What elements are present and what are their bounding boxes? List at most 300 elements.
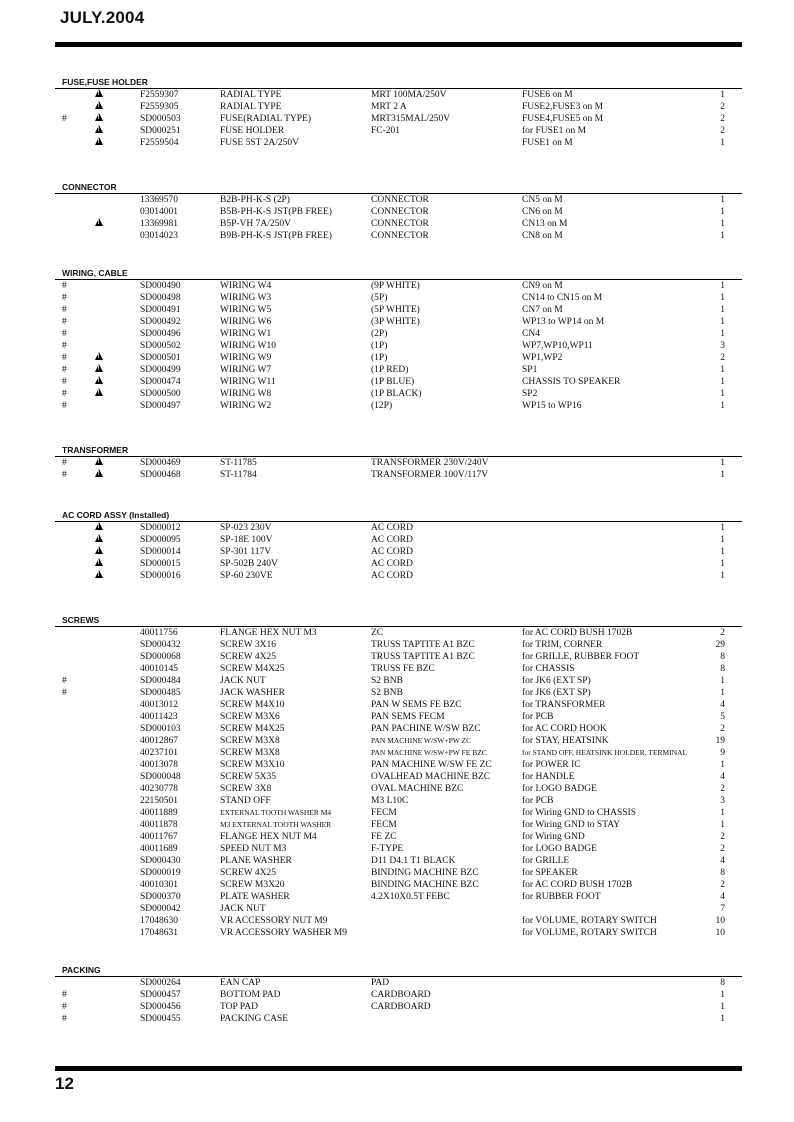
warning-triangle-icon (95, 546, 103, 554)
table-row (55, 558, 742, 570)
table-row (55, 101, 742, 113)
part-location: CN4 (522, 329, 540, 339)
table-row (55, 328, 742, 340)
part-quantity: 1 (720, 365, 725, 375)
part-quantity: 2 (720, 880, 725, 890)
part-quantity: 1 (720, 1002, 725, 1012)
part-location: for AC CORD BUSH 1702B (522, 880, 633, 890)
part-location: FUSE2,FUSE3 on M (522, 102, 604, 112)
part-number: SD000474 (140, 377, 181, 387)
part-description: SCREW 5X35 (220, 772, 277, 782)
part-quantity: 1 (720, 808, 725, 818)
part-description: VR ACCESSORY NUT M9 (220, 916, 328, 926)
new-part-mark: # (62, 317, 67, 327)
part-description: FUSE HOLDER (220, 126, 285, 136)
new-part-mark: # (62, 329, 67, 339)
part-description: SP-60 230VE (220, 571, 273, 581)
table-row (55, 280, 742, 292)
part-description: FLANGE HEX NUT M3 (220, 628, 317, 638)
section-title: TRANSFORMER (62, 445, 129, 455)
part-description: ST-11784 (220, 470, 257, 480)
part-quantity: 4 (720, 700, 725, 710)
part-location: WP15 to WP16 (522, 401, 582, 411)
table-row (55, 819, 742, 831)
part-number: SD000485 (140, 688, 181, 698)
part-type: TRUSS FE BZC (371, 664, 435, 674)
part-type: ZC (371, 628, 384, 638)
table-row (55, 113, 742, 125)
table-row (55, 903, 742, 915)
part-number: SD000430 (140, 856, 181, 866)
part-number: SD000500 (140, 389, 181, 399)
part-location: for SPEAKER (522, 868, 578, 878)
part-description: SCREW 3X16 (220, 640, 277, 650)
part-location: CN9 on M (522, 281, 563, 291)
part-quantity: 19 (715, 736, 725, 746)
table-row (55, 1001, 742, 1013)
part-quantity: 2 (720, 784, 725, 794)
part-number: SD000264 (140, 978, 181, 988)
new-part-mark: # (62, 293, 67, 303)
part-description: EXTERNAL TOOTH WASHER M4 (220, 808, 332, 817)
part-location: for STAY, HEATSINK (522, 736, 609, 746)
table-row (55, 206, 742, 218)
part-quantity: 1 (720, 1014, 725, 1024)
warning-triangle-icon (95, 137, 103, 145)
part-location: for PCB (522, 712, 554, 722)
table-row (55, 352, 742, 364)
part-number: SD000456 (140, 1002, 181, 1012)
warning-triangle-icon (95, 364, 103, 372)
section (55, 510, 742, 582)
part-quantity: 2 (720, 628, 725, 638)
part-number: F2559307 (140, 90, 179, 100)
part-number: 40010145 (140, 664, 178, 674)
warning-triangle-icon (95, 125, 103, 133)
part-quantity: 1 (720, 820, 725, 830)
table-row (55, 218, 742, 230)
section-title: CONNECTOR (62, 182, 117, 192)
part-type: (12P) (371, 401, 393, 411)
part-description: SCREW M3X8 (220, 736, 280, 746)
part-type: OVALHEAD MACHINE BZC (371, 772, 491, 782)
part-location: for VOLUME, ROTARY SWITCH (522, 928, 657, 938)
warning-triangle-icon (95, 570, 103, 578)
part-quantity: 3 (720, 341, 725, 351)
section-title: PACKING (62, 965, 101, 975)
part-type: FE ZC (371, 832, 397, 842)
part-quantity: 29 (715, 640, 725, 650)
part-description: B9B-PH-K-S JST(PB FREE) (220, 231, 332, 241)
part-description: RADIAL TYPE (220, 102, 282, 112)
part-type: M3 L10C (371, 796, 409, 806)
new-part-mark: # (62, 341, 67, 351)
part-type: S2 BNB (371, 676, 403, 686)
part-number: 13369570 (140, 195, 178, 205)
table-row (55, 570, 742, 582)
part-quantity: 4 (720, 856, 725, 866)
part-description: STAND OFF (220, 796, 271, 806)
new-part-mark: # (62, 470, 67, 480)
part-type: (1P BLUE) (371, 377, 415, 387)
new-part-mark: # (62, 281, 67, 291)
table-row (55, 699, 742, 711)
part-number: SD000498 (140, 293, 181, 303)
part-type: S2 BNB (371, 688, 403, 698)
part-location: for POWER IC (522, 760, 581, 770)
part-location: CN8 on M (522, 231, 563, 241)
part-quantity: 1 (720, 231, 725, 241)
part-number: 40011889 (140, 808, 178, 818)
part-number: 03014023 (140, 231, 178, 241)
part-description: B5B-PH-K-S JST(PB FREE) (220, 207, 332, 217)
part-quantity: 2 (720, 114, 725, 124)
part-quantity: 1 (720, 281, 725, 291)
part-type: PAN PACHINE W/SW BZC (371, 724, 481, 734)
warning-triangle-icon (95, 89, 103, 97)
part-type: CONNECTOR (371, 195, 429, 205)
table-row (55, 879, 742, 891)
part-type: CARDBOARD (371, 1002, 431, 1012)
part-type: OVAL MACHINE BZC (371, 784, 464, 794)
part-type: F-TYPE (371, 844, 404, 854)
part-type: TRUSS TAPTITE A1 BZC (371, 640, 475, 650)
table-row (55, 469, 742, 481)
part-number: SD000501 (140, 353, 181, 363)
part-quantity: 8 (720, 868, 725, 878)
part-number: SD000016 (140, 571, 181, 581)
part-type: AC CORD (371, 535, 413, 545)
part-quantity: 1 (720, 688, 725, 698)
new-part-mark: # (62, 688, 67, 698)
part-number: 40012867 (140, 736, 178, 746)
part-number: SD000455 (140, 1014, 181, 1024)
table-row (55, 194, 742, 206)
table-row (55, 927, 742, 939)
table-row (55, 522, 742, 534)
part-quantity: 1 (720, 293, 725, 303)
table-row (55, 711, 742, 723)
part-number: SD000496 (140, 329, 181, 339)
part-description: SP-18E 100V (220, 535, 273, 545)
part-type: D11 D4.1 T1 BLACK (371, 856, 456, 866)
new-part-mark: # (62, 114, 67, 124)
section-title: WIRING, CABLE (62, 268, 128, 278)
part-quantity: 9 (720, 748, 725, 758)
part-description: B5P-VH 7A/250V (220, 219, 291, 229)
table-row (55, 316, 742, 328)
part-number: 40011756 (140, 628, 178, 638)
section (55, 965, 742, 1025)
new-part-mark: # (62, 1002, 67, 1012)
part-type: (2P) (371, 329, 388, 339)
part-type: AC CORD (371, 547, 413, 557)
part-quantity: 2 (720, 724, 725, 734)
part-quantity: 2 (720, 844, 725, 854)
table-row (55, 855, 742, 867)
part-number: F2559305 (140, 102, 179, 112)
part-location: CN13 on M (522, 219, 568, 229)
part-number: 40011878 (140, 820, 178, 830)
part-quantity: 2 (720, 102, 725, 112)
part-type: MRT 100MA/250V (371, 90, 447, 100)
part-type: (1P) (371, 353, 388, 363)
table-row (55, 230, 742, 242)
part-quantity: 1 (720, 760, 725, 770)
part-description: WIRING W8 (220, 389, 272, 399)
warning-triangle-icon (95, 352, 103, 360)
table-row (55, 675, 742, 687)
part-number: F2559504 (140, 138, 179, 148)
part-number: 17048630 (140, 916, 178, 926)
table-row (55, 843, 742, 855)
part-location: for TRANSFORMER (522, 700, 606, 710)
part-number: SD000497 (140, 401, 181, 411)
part-quantity: 1 (720, 547, 725, 557)
part-description: SCREW M4X10 (220, 700, 285, 710)
table-row (55, 292, 742, 304)
table-row (55, 388, 742, 400)
part-location: for Wiring GND (522, 832, 585, 842)
section (55, 268, 742, 412)
part-description: JACK WASHER (220, 688, 286, 698)
part-type: (1P BLACK) (371, 389, 422, 399)
warning-triangle-icon (95, 457, 103, 465)
new-part-mark: # (62, 676, 67, 686)
part-type: BINDING MACHINE BZC (371, 868, 479, 878)
part-location: CN14 to CN15 on M (522, 293, 603, 303)
part-type: (5P) (371, 293, 388, 303)
page-number: 12 (55, 1074, 74, 1093)
part-quantity: 2 (720, 832, 725, 842)
part-type: (1P RED) (371, 365, 409, 375)
new-part-mark: # (62, 377, 67, 387)
table-row (55, 723, 742, 735)
part-type: TRANSFORMER 230V/240V (371, 458, 489, 468)
part-quantity: 7 (720, 904, 725, 914)
warning-triangle-icon (95, 376, 103, 384)
part-description: BOTTOM PAD (220, 990, 281, 1000)
part-quantity: 10 (715, 916, 725, 926)
part-location: for HANDLE (522, 772, 575, 782)
part-location: for LOGO BADGE (522, 844, 597, 854)
part-description: WIRING W5 (220, 305, 272, 315)
part-number: SD000019 (140, 868, 181, 878)
warning-triangle-icon (95, 522, 103, 530)
part-location: for PCB (522, 796, 554, 806)
table-row (55, 783, 742, 795)
part-description: WIRING W6 (220, 317, 272, 327)
part-location: for JK6 (EXT SP) (522, 676, 591, 686)
part-description: SCREW M3X10 (220, 760, 285, 770)
part-number: SD000490 (140, 281, 181, 291)
part-description: WIRING W1 (220, 329, 272, 339)
part-number: SD000370 (140, 892, 181, 902)
part-description: SP-301 117V (220, 547, 272, 557)
part-location: for LOGO BADGE (522, 784, 597, 794)
part-type: MRT315MAL/250V (371, 114, 451, 124)
part-location: for GRILLE, RUBBER FOOT (522, 652, 640, 662)
page-header-title: JULY.2004 (60, 8, 145, 27)
new-part-mark: # (62, 401, 67, 411)
part-number: 40011689 (140, 844, 178, 854)
part-number: 40010301 (140, 880, 178, 890)
table-row (55, 651, 742, 663)
part-quantity: 5 (720, 712, 725, 722)
part-quantity: 1 (720, 523, 725, 533)
part-description: JACK NUT (220, 676, 266, 686)
part-description: PLANE WASHER (220, 856, 292, 866)
part-quantity: 1 (720, 990, 725, 1000)
part-quantity: 1 (720, 90, 725, 100)
part-location: for RUBBER FOOT (522, 892, 601, 902)
part-number: SD000103 (140, 724, 181, 734)
part-quantity: 4 (720, 772, 725, 782)
part-location: for CHASSIS (522, 664, 575, 674)
part-number: 13369981 (140, 219, 178, 229)
part-number: SD000468 (140, 470, 181, 480)
table-row (55, 89, 742, 101)
table-row (55, 759, 742, 771)
part-quantity: 3 (720, 796, 725, 806)
part-quantity: 1 (720, 401, 725, 411)
part-location: WP13 to WP14 on M (522, 317, 605, 327)
table-row (55, 867, 742, 879)
part-number: 40237101 (140, 748, 178, 758)
part-number: SD000502 (140, 341, 181, 351)
part-description: WIRING W10 (220, 341, 277, 351)
new-part-mark: # (62, 353, 67, 363)
part-quantity: 1 (720, 571, 725, 581)
part-location: for FUSE1 on M (522, 126, 587, 136)
section (55, 182, 742, 242)
section (55, 77, 742, 149)
part-type: MRT 2 A (371, 102, 407, 112)
part-description: SCREW M3X20 (220, 880, 285, 890)
part-description: WIRING W3 (220, 293, 272, 303)
table-row (55, 627, 742, 639)
part-quantity: 10 (715, 928, 725, 938)
part-location: SP1 (522, 365, 538, 375)
part-type: PAN MACHINE W/SW+PW FE BZC (371, 748, 487, 757)
part-description: SP-502B 240V (220, 559, 278, 569)
table-row (55, 364, 742, 376)
warning-triangle-icon (95, 218, 103, 226)
warning-triangle-icon (95, 558, 103, 566)
part-number: SD000503 (140, 114, 181, 124)
new-part-mark: # (62, 365, 67, 375)
part-description: SCREW 3X8 (220, 784, 272, 794)
part-quantity: 1 (720, 535, 725, 545)
part-number: 22150501 (140, 796, 178, 806)
table-row (55, 1013, 742, 1025)
part-number: SD000492 (140, 317, 181, 327)
part-description: SCREW M3X8 (220, 748, 280, 758)
part-type: CONNECTOR (371, 207, 429, 217)
part-quantity: 1 (720, 458, 725, 468)
part-number: 40013078 (140, 760, 178, 770)
part-description: SCREW M4X25 (220, 664, 285, 674)
part-number: SD000432 (140, 640, 181, 650)
part-number: 17048631 (140, 928, 178, 938)
new-part-mark: # (62, 1014, 67, 1024)
part-number: SD000048 (140, 772, 181, 782)
part-description: WIRING W9 (220, 353, 272, 363)
table-row (55, 735, 742, 747)
part-number: SD000499 (140, 365, 181, 375)
table-row (55, 125, 742, 137)
table-row (55, 807, 742, 819)
part-quantity: 1 (720, 377, 725, 387)
part-description: B2B-PH-K-S (2P) (220, 195, 290, 205)
section-title: SCREWS (62, 615, 100, 625)
part-location: FUSE1 on M (522, 138, 573, 148)
table-row (55, 340, 742, 352)
part-number: SD000068 (140, 652, 181, 662)
part-description: SP-023 230V (220, 523, 272, 533)
new-part-mark: # (62, 305, 67, 315)
part-type: PAN MACHINE W/SW+PW ZC (371, 736, 472, 745)
part-quantity: 4 (720, 892, 725, 902)
part-type: (3P WHITE) (371, 317, 420, 327)
part-number: SD000251 (140, 126, 181, 136)
part-location: CN7 on M (522, 305, 563, 315)
warning-triangle-icon (95, 534, 103, 542)
table-row (55, 795, 742, 807)
part-quantity: 8 (720, 664, 725, 674)
part-description: JACK NUT (220, 904, 266, 914)
part-location: WP1,WP2 (522, 353, 563, 363)
warning-triangle-icon (95, 113, 103, 121)
section (55, 445, 742, 481)
part-quantity: 1 (720, 389, 725, 399)
part-description: FLANGE HEX NUT M4 (220, 832, 317, 842)
part-type: AC CORD (371, 571, 413, 581)
new-part-mark: # (62, 990, 67, 1000)
part-type: FC-201 (371, 126, 401, 136)
part-quantity: 2 (720, 126, 725, 136)
part-location: for TRIM, CORNER (522, 640, 603, 650)
warning-triangle-icon (95, 469, 103, 477)
part-number: SD000484 (140, 676, 181, 686)
part-type: CARDBOARD (371, 990, 431, 1000)
part-location: CN6 on M (522, 207, 563, 217)
part-type: TRUSS TAPTITE A1 BZC (371, 652, 475, 662)
part-description: WIRING W4 (220, 281, 272, 291)
part-description: SCREW M4X25 (220, 724, 285, 734)
part-type: (5P WHITE) (371, 305, 420, 315)
part-description: SPEED NUT M3 (220, 844, 287, 854)
part-description: VR ACCESSORY WASHER M9 (220, 928, 347, 938)
part-location: SP2 (522, 389, 538, 399)
part-quantity: 1 (720, 305, 725, 315)
table-row (55, 546, 742, 558)
part-quantity: 8 (720, 652, 725, 662)
table-row (55, 400, 742, 412)
section (55, 615, 742, 939)
table-row (55, 376, 742, 388)
part-location: for VOLUME, ROTARY SWITCH (522, 916, 657, 926)
table-row (55, 915, 742, 927)
table-row (55, 639, 742, 651)
warning-triangle-icon (95, 388, 103, 396)
part-type: CONNECTOR (371, 231, 429, 241)
part-quantity: 1 (720, 676, 725, 686)
part-description: PACKING CASE (220, 1014, 289, 1024)
part-type: AC CORD (371, 523, 413, 533)
part-location: for AC CORD BUSH 1702B (522, 628, 633, 638)
part-location: for JK6 (EXT SP) (522, 688, 591, 698)
